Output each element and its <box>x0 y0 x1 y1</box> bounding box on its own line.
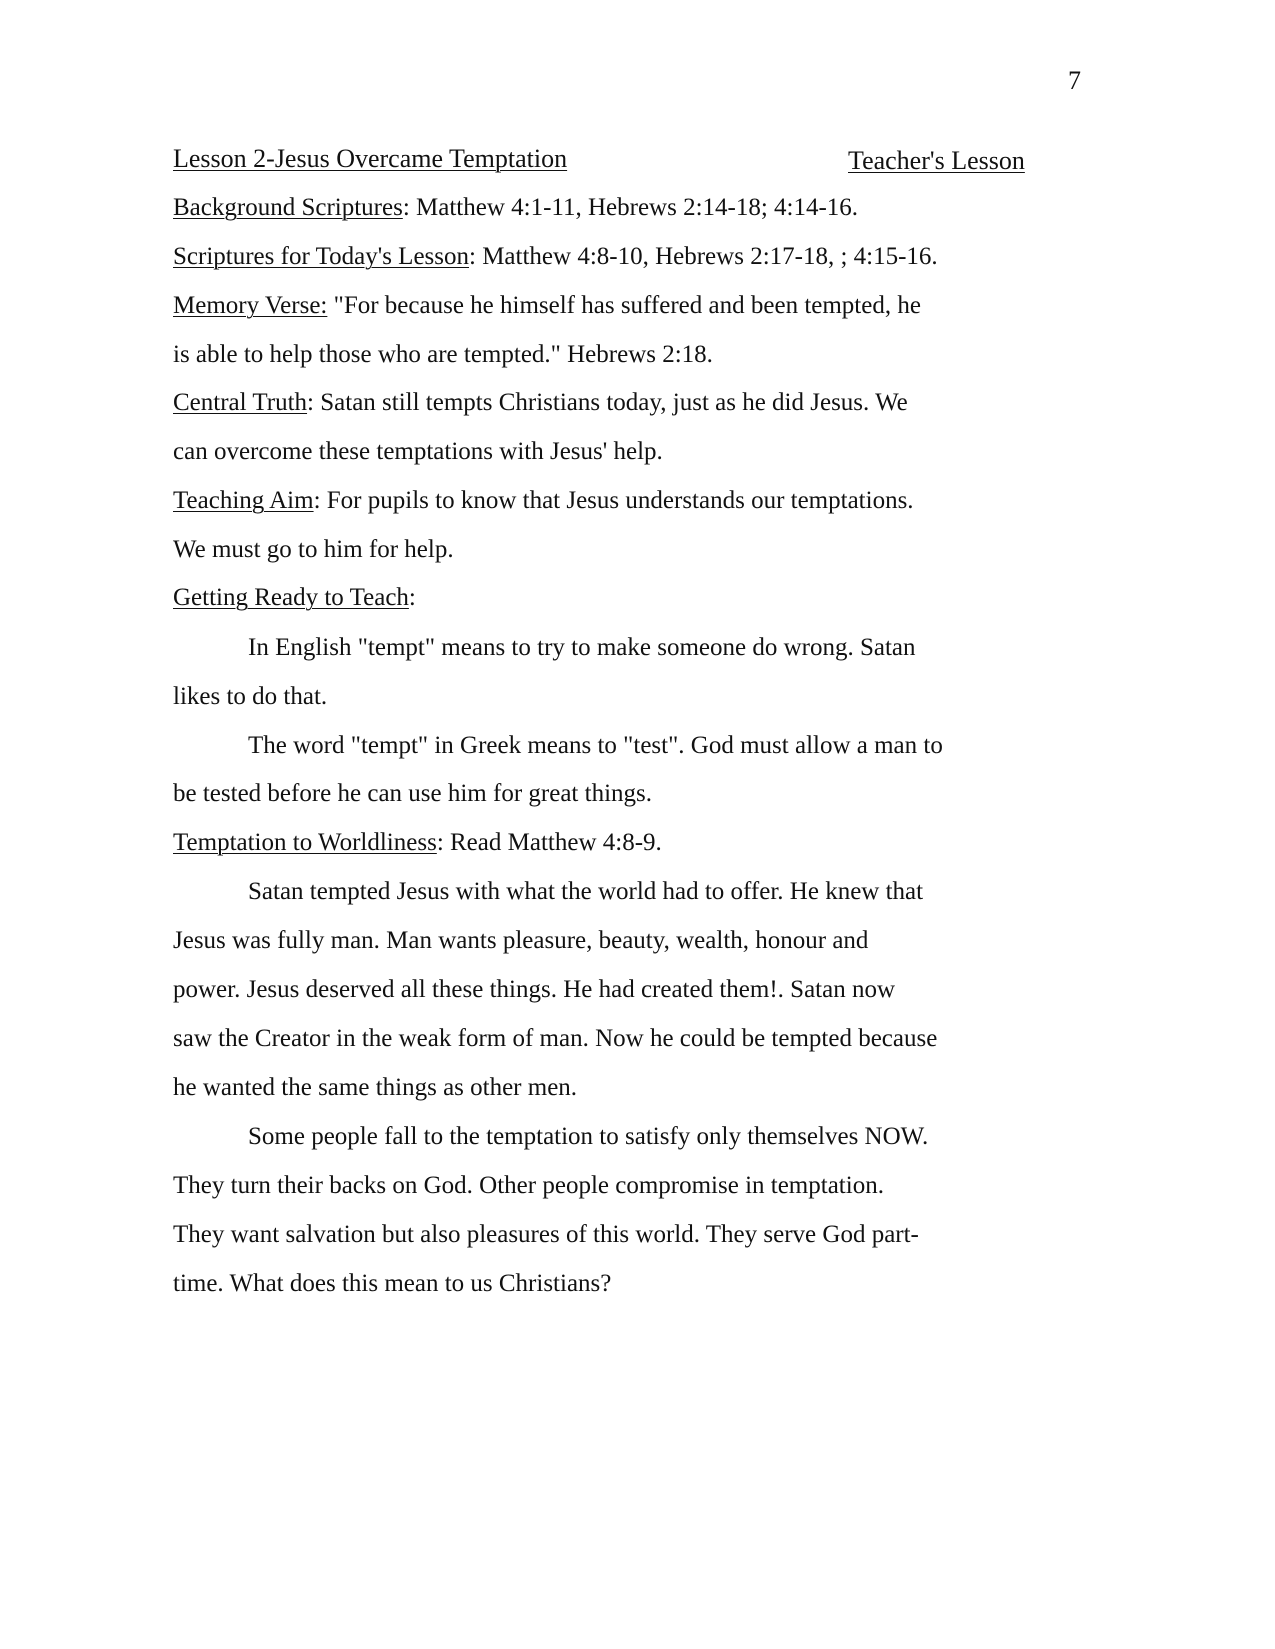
worldliness-p2-line-2: They turn their backs on God. Other people compromise in temptation. <box>173 1172 884 1199</box>
worldliness-p1-line-3: power. Jesus deserved all these things. He had created them!. Satan now <box>173 976 896 1003</box>
central-truth-line-1 <box>173 388 908 418</box>
getting-ready-p2-line-2: be tested before he can use him for great things. <box>173 780 652 807</box>
worldliness-p2-line-3: They want salvation but also pleasures of this world. They serve God part- <box>173 1221 919 1248</box>
teaching-aim-line-2: We must go to him for help. <box>173 536 454 563</box>
getting-ready-p1-line-1: In English "tempt" means to try to make someone do wrong. Satan <box>248 634 916 661</box>
teaching-aim-line-1 <box>173 486 914 516</box>
worldliness-label: Temptation to Worldliness <box>173 829 437 856</box>
worldliness-text: : Read Matthew 4:8-9. <box>436 829 662 856</box>
central-truth-label: Central Truth <box>173 389 308 416</box>
background-scriptures-label: Background Scriptures <box>173 194 403 221</box>
memory-verse-label: Memory Verse: <box>173 292 328 319</box>
scriptures-today-line <box>173 242 938 272</box>
teaching-aim-text-1: : For pupils to know that Jesus understands our temptations. <box>313 487 914 514</box>
scriptures-today-text: : Matthew 4:8-10, Hebrews 2:17-18, ; 4:15-16. <box>469 243 938 270</box>
page-number: 7 <box>1068 66 1081 95</box>
getting-ready-p1-line-2: likes to do that. <box>173 683 328 710</box>
memory-verse-text-1: "For because he himself has suffered and been tempted, he <box>327 292 921 319</box>
getting-ready-heading <box>173 583 416 613</box>
worldliness-p1-line-5: he wanted the same things as other men. <box>173 1074 578 1101</box>
worldliness-heading <box>173 828 662 858</box>
memory-verse-line-1 <box>173 291 921 321</box>
worldliness-p1-line-1: Satan tempted Jesus with what the world had to offer. He knew that <box>248 878 924 905</box>
worldliness-p1-line-4: saw the Creator in the weak form of man. Now he could be tempted because <box>173 1025 938 1052</box>
getting-ready-label: Getting Ready to Teach <box>173 584 409 611</box>
teaching-aim-label: Teaching Aim <box>173 487 314 514</box>
central-truth-line-2: can overcome these temptations with Jesus' help. <box>173 438 663 465</box>
background-scriptures-line <box>173 193 858 223</box>
worldliness-p1-line-2: Jesus was fully man. Man wants pleasure, beauty, wealth, honour and <box>173 927 869 954</box>
background-scriptures-text: : Matthew 4:1-11, Hebrews 2:14-18; 4:14-16. <box>402 194 859 221</box>
worldliness-p2-line-1: Some people fall to the temptation to satisfy only themselves NOW. <box>248 1123 929 1150</box>
getting-ready-p2-line-1: The word "tempt" in Greek means to "test". God must allow a man to <box>248 732 943 759</box>
lesson-title: Lesson 2-Jesus Overcame Temptation <box>173 144 568 173</box>
central-truth-text-1: : Satan still tempts Christians today, just as he did Jesus. We <box>307 389 908 416</box>
memory-verse-line-2: is able to help those who are tempted." Hebrews 2:18. <box>173 341 713 368</box>
getting-ready-suffix: : <box>408 584 416 611</box>
teachers-lesson-label: Teacher's Lesson <box>848 146 1025 175</box>
scriptures-today-label: Scriptures for Today's Lesson <box>173 243 469 270</box>
worldliness-p2-line-4: time. What does this mean to us Christians? <box>173 1270 612 1297</box>
